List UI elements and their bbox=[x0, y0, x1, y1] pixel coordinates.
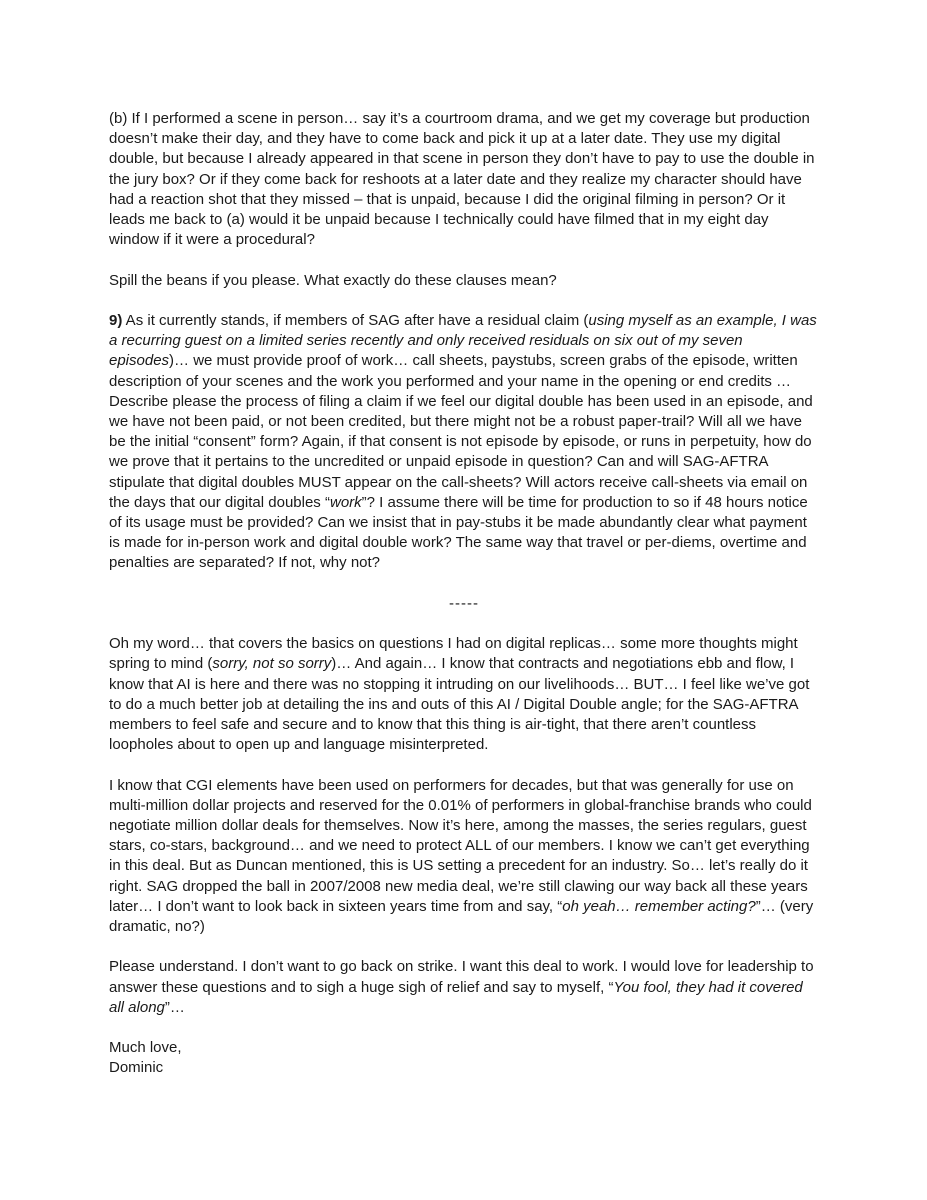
paragraph-oh-my-word: Oh my word… that covers the basics on questions I had on digital replicas… some more thoughts might spring to mind (sorry, not so sorry)… And again… I know that contracts and negotiations ebb and flow, I know that AI is here and there was no stopping it intruding on our livelihoods… BUT… I feel like we’ve got to do a much better job at detailing the ins and outs of this AI / Digital Double angle; for the SAG-AFTRA members to feel safe and secure and to know that this thing is air-tight, that there aren’t countless loopholes about to open up and language misinterpreted. bbox=[109, 635, 810, 754]
paragraph-9: 9) As it currently stands, if members of SAG after have a residual claim (using myself as an example, I was a recurring guest on a limited series recently and only received residuals on six out of my seven episodes)… we must provide proof of work… call sheets, paystubs, screen grabs of the episode, written description of your scenes and the work you performed and your name in the opening or end credits … Describe please the process of filing a claim if we feel our digital double has been used in an episode, and we have not been paid, or not been credited, but there might not be a robust paper-trail? Will all we have be the initial “consent” form? Again, if that consent is not episode by episode, or runs in perpetuity, how do we prove that it pertains to the uncredited or unpaid episode in question? Can and will SAG-AFTRA stipulate that digital doubles MUST appear on the call-sheets? Will actors receive call-sheets via email on the days that our digital doubles “work”? I assume there will be time for production to so if 48 hours notice of its usage must be provided? Can we insist that in pay-stubs it be made abundantly clear what payment is made for in-person work and digital double work? The same way that travel or per-diems, overtime and penalties are separated? If not, why not? bbox=[109, 312, 817, 572]
paragraph-cgi: I know that CGI elements have been used on performers for decades, but that was generally for use on multi-million dollar projects and reserved for the 0.01% of performers in global-franchise brands who could negotiate million dollar deals for themselves. Now it’s here, among the masses, the series regulars, guest stars, co-stars, background… and we need to protect ALL of our members. I know we can’t get everything in this deal. But as Duncan mentioned, this is US setting a precedent for an industry. So… let’s really do it right. SAG dropped the ball in 2007/2008 new media deal, we’re still clawing our way back all these years later… I don’t want to look back in sixteen years time from and say, “oh yeah… remember acting?”… (very dramatic, no?) bbox=[109, 776, 814, 936]
paragraph-spill-the-beans: Spill the beans if you please. What exactly do these clauses mean? bbox=[109, 271, 557, 289]
paragraph-b: (b) If I performed a scene in person… say it’s a courtroom drama, and we get my coverage but production doesn’t make their day, and they have to come back and pick it up at a later date. They use my digital double, but because I already appeared in that scene in person they don’t have to pay to use the double in the jury box? Or if they come back for reshoots at a later date and they realize my character should have had a reaction shot that they missed – that is unpaid, because I did the original filming in person? Or it leads me back to (a) would it be unpaid because I technically could have filmed that in my eight day window if it were a procedural? bbox=[109, 110, 815, 249]
italic-aside: using myself as an example, I was a recurring guest on a limited series recently and only received residuals on six out of my seven episodes bbox=[109, 312, 817, 370]
signature-name: Dominic bbox=[109, 1059, 164, 1077]
paragraph-please-understand: Please understand. I don’t want to go back on strike. I want this deal to work. I would love for leadership to answer these questions and to sigh a huge sigh of relief and say to myself, “You fool, they had it covered all along”… bbox=[109, 958, 814, 1016]
letter-closing bbox=[109, 1038, 819, 1078]
item-number: 9) bbox=[109, 312, 123, 329]
italic-word: work bbox=[329, 493, 362, 511]
sign-off: Much love, bbox=[109, 1039, 182, 1057]
section-separator: ----- bbox=[449, 594, 479, 612]
letter-body bbox=[109, 109, 819, 1079]
